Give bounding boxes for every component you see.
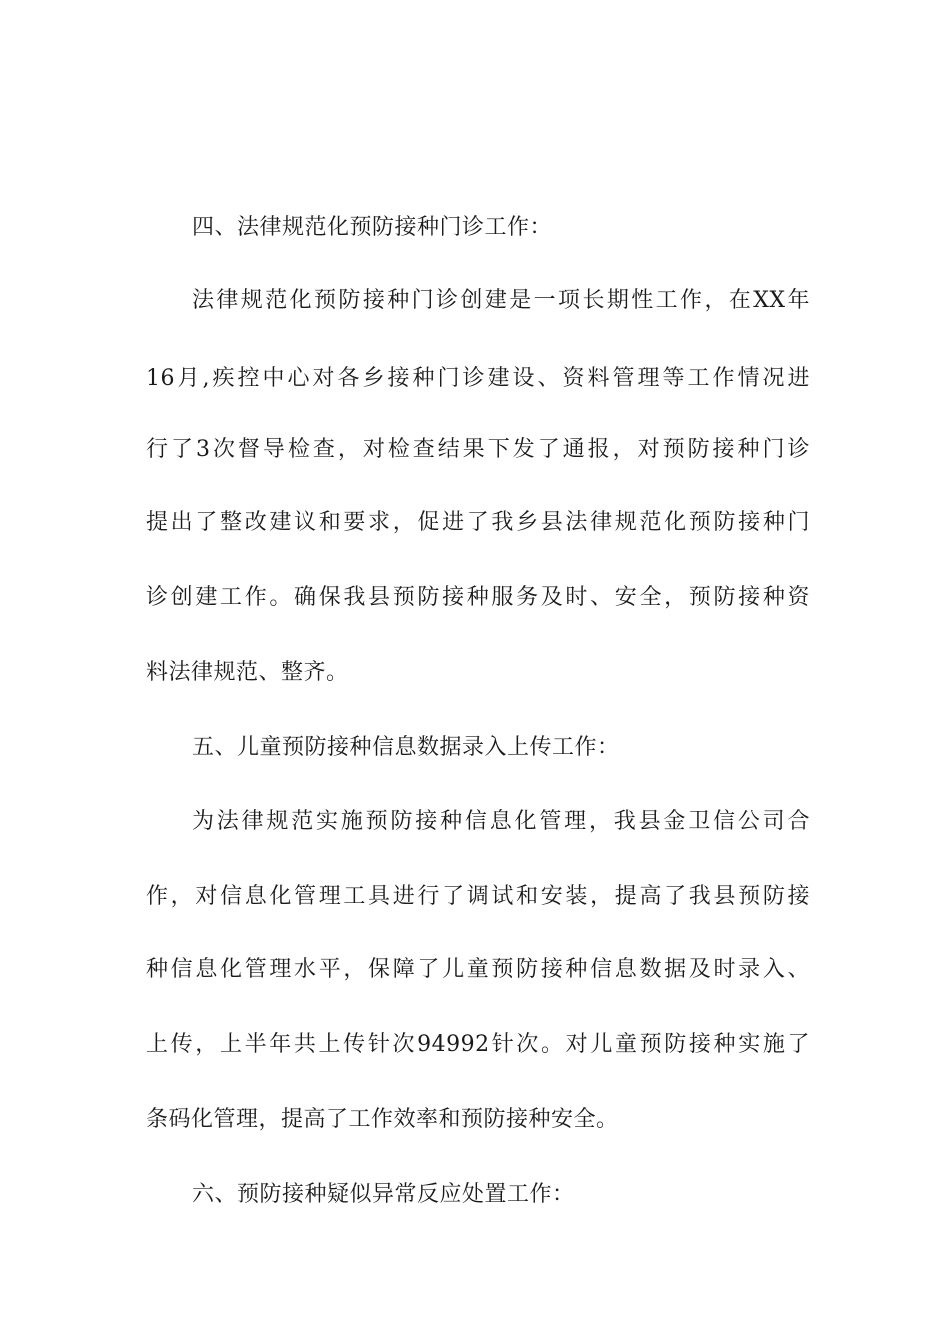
paragraph-line: 为法律规范实施预防接种信息化管理，我县金卫信公司合 bbox=[192, 809, 810, 834]
section-heading: 六、预防接种疑似异常反应处置工作： bbox=[192, 1182, 575, 1207]
paragraph-line: 行了3次督导检查，对检查结果下发了通报，对预防接种门诊 bbox=[146, 437, 810, 462]
paragraph-line: 种信息化管理水平，保障了儿童预防接种信息数据及时录入、 bbox=[146, 957, 810, 982]
paragraph-line: 条码化管理，提高了工作效率和预防接种安全。 bbox=[146, 1107, 619, 1132]
section-heading: 四、法律规范化预防接种门诊工作： bbox=[192, 215, 553, 240]
section-heading: 五、儿童预防接种信息数据录入上传工作： bbox=[192, 735, 620, 760]
paragraph-line: 16月,疾控中心对各乡接种门诊建设、资料管理等工作情况进 bbox=[146, 366, 810, 391]
paragraph-line: 作，对信息化管理工具进行了调试和安装，提高了我县预防接 bbox=[146, 884, 810, 909]
paragraph-line: 上传，上半年共上传针次94992针次。对儿童预防接种实施了 bbox=[146, 1032, 810, 1057]
paragraph-line: 提出了整改建议和要求，促进了我乡县法律规范化预防接种门 bbox=[146, 510, 810, 535]
paragraph-line: 料法律规范、整齐。 bbox=[146, 660, 349, 685]
paragraph-line: 法律规范化预防接种门诊创建是一项长期性工作，在XX年 bbox=[192, 288, 810, 313]
paragraph-line: 诊创建工作。确保我县预防接种服务及时、安全，预防接种资 bbox=[146, 585, 810, 610]
